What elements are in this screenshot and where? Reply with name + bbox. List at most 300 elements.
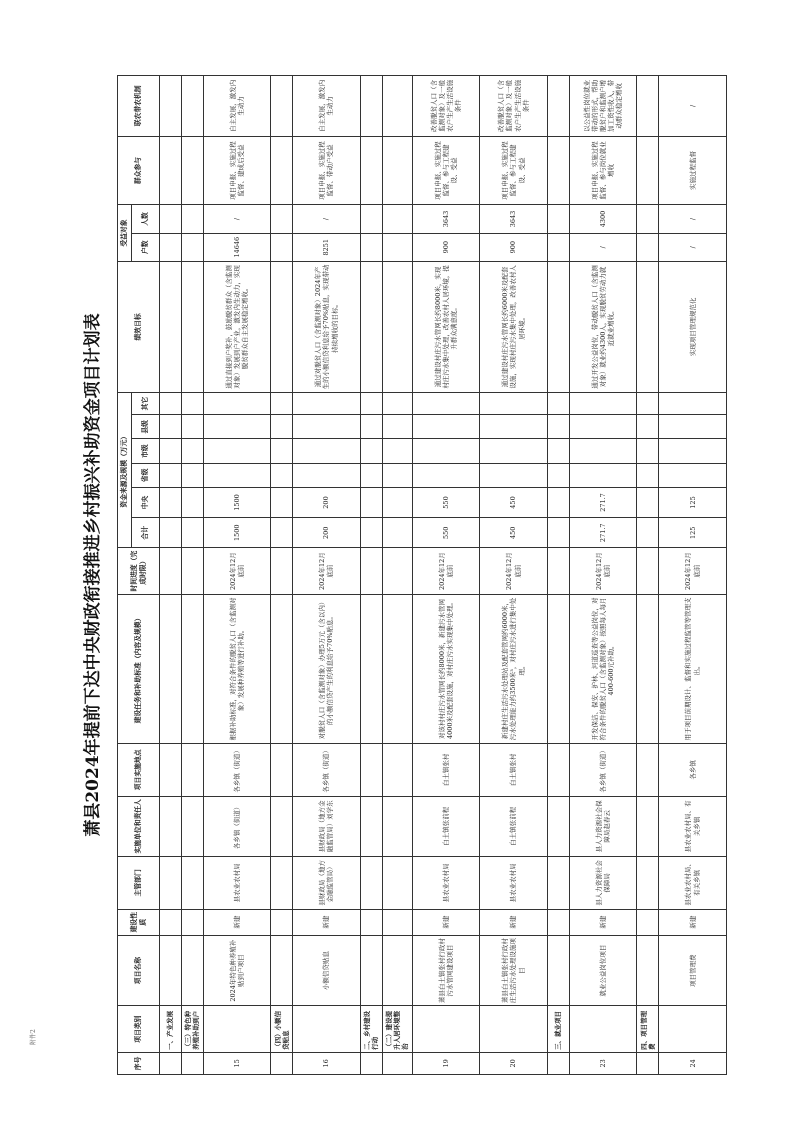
empty-cell	[181, 487, 203, 517]
cell-total: 125	[659, 518, 727, 548]
empty-cell	[637, 205, 659, 233]
cell-category	[203, 1006, 271, 1052]
cell-name: 2024年特色种养殖补贴到户项目	[203, 935, 271, 1006]
header-category: 项目类别	[118, 1006, 160, 1052]
empty-cell	[181, 796, 203, 857]
category-row	[271, 76, 293, 1075]
cell-total: 200	[293, 518, 361, 548]
cell-content: 开发保洁、保安、护林、河道巡查等公益岗位，对符合条件的脱贫人口（含监测对象）按照每人每月400-600元补助。	[569, 594, 637, 743]
category-label: （二）建设提升人居环境整治	[382, 1006, 412, 1052]
empty-cell	[637, 415, 659, 439]
category-seq-cell	[382, 1052, 412, 1074]
empty-cell	[271, 594, 293, 743]
cell-central: 1500	[203, 487, 271, 517]
cell-mechanism: 自主发展，激发内生动力	[293, 76, 361, 137]
category-row	[637, 76, 659, 1075]
empty-cell	[271, 76, 293, 137]
cell-nature: 新建	[293, 909, 361, 935]
cell-schedule: 2024年12月底前	[412, 548, 480, 594]
empty-cell	[382, 487, 412, 517]
cell-city	[659, 439, 727, 463]
empty-cell	[637, 136, 659, 205]
empty-cell	[160, 594, 182, 743]
empty-cell	[181, 392, 203, 414]
empty-cell	[547, 548, 569, 594]
empty-cell	[181, 136, 203, 205]
header-content: 建设任务和补助标准（内容及规模）	[118, 594, 160, 743]
cell-province	[480, 463, 548, 487]
empty-cell	[271, 233, 293, 261]
attachment-label: 附件2	[30, 1029, 37, 1045]
empty-cell	[181, 233, 203, 261]
cell-mechanism: 以公益性岗位就业带动的形式，帮助脱贫户和监测户增加工资性收入，带动群众稳定增收	[569, 76, 637, 137]
cell-seq: 23	[569, 1052, 637, 1074]
cell-category	[480, 1006, 548, 1052]
cell-participation: 项目申报、实施过程监督、带动户受益	[293, 136, 361, 205]
empty-cell	[181, 518, 203, 548]
cell-other	[293, 392, 361, 414]
cell-nature: 新建	[569, 909, 637, 935]
cell-people: /	[659, 205, 727, 233]
empty-cell	[360, 518, 382, 548]
cell-central: 200	[293, 487, 361, 517]
cell-city	[203, 439, 271, 463]
cell-county	[480, 415, 548, 439]
empty-cell	[637, 594, 659, 743]
empty-cell	[271, 463, 293, 487]
empty-cell	[382, 594, 412, 743]
empty-cell	[637, 392, 659, 414]
empty-cell	[382, 744, 412, 796]
cell-people: 4300	[569, 205, 637, 233]
cell-content: 用于项目前期设计、监督和实施过程监管等管理支出。	[659, 594, 727, 743]
header-other: 其它	[132, 392, 160, 414]
empty-cell	[160, 548, 182, 594]
empty-cell	[382, 261, 412, 392]
empty-cell	[271, 487, 293, 517]
cell-households: /	[569, 233, 637, 261]
cell-mechanism: /	[659, 76, 727, 137]
cell-dept: 县农业农村局	[203, 857, 271, 909]
cell-dept: 县农业农村局	[480, 857, 548, 909]
empty-cell	[360, 136, 382, 205]
header-people: 人数	[132, 205, 160, 233]
cell-county	[659, 415, 727, 439]
table-row	[480, 76, 548, 1075]
empty-cell	[181, 205, 203, 233]
empty-cell	[160, 76, 182, 137]
header-nature: 建设性质	[118, 909, 160, 935]
cell-location: 各乡镇（街道）	[203, 744, 271, 796]
empty-cell	[160, 392, 182, 414]
empty-cell	[637, 233, 659, 261]
cell-content: 根据补助标准，对符合条件的脱贫人口（含监测对象）发展种养殖等进行补助。	[203, 594, 271, 743]
header-location: 项目实施地点	[118, 744, 160, 796]
cell-central: 125	[659, 487, 727, 517]
category-label: 三、就业项目	[547, 1006, 569, 1052]
cell-impl: 县人力资源社会保障局赵春云	[569, 796, 637, 857]
cell-province	[659, 463, 727, 487]
cell-other	[480, 392, 548, 414]
cell-seq: 15	[203, 1052, 271, 1074]
empty-cell	[637, 548, 659, 594]
cell-content: 新建村庄生活污水处理站及配套管网约6000米，污水处理能力约3500米³，对村庄污水进行集中处理。	[480, 594, 548, 743]
cell-province	[203, 463, 271, 487]
cell-name: 小额信贷贴息	[293, 935, 361, 1006]
cell-province	[569, 463, 637, 487]
header-schedule: 时间进度（完成时限）	[118, 548, 160, 594]
cell-location: 各乡镇（街道）	[293, 744, 361, 796]
header-mechanism: 联农带农机制	[118, 76, 160, 137]
category-seq-cell	[360, 1052, 382, 1074]
empty-cell	[547, 518, 569, 548]
empty-cell	[181, 439, 203, 463]
empty-cell	[547, 233, 569, 261]
empty-cell	[360, 415, 382, 439]
category-row	[547, 76, 569, 1075]
cell-seq: 24	[659, 1052, 727, 1074]
cell-goal: 通过建设村庄污水管网长约6000米及配套设施，实现村庄污水集中处理，改善农村人居环境。	[480, 261, 548, 392]
cell-central: 550	[412, 487, 480, 517]
cell-name: 萧县白土镇张村行政村污水管网建设项目	[412, 935, 480, 1006]
header-participation: 群众参与	[118, 136, 160, 205]
header-dept: 主管部门	[118, 857, 160, 909]
empty-cell	[360, 233, 382, 261]
empty-cell	[360, 439, 382, 463]
header-total: 合计	[132, 518, 160, 548]
empty-cell	[382, 439, 412, 463]
cell-participation: 项目申报、实施过程监督、参与工程建设、受益	[480, 136, 548, 205]
project-plan-table	[117, 75, 727, 1075]
rotated-table-area	[73, 75, 728, 1075]
cell-goal: 通过对脱贫人口（含监测对象）2024年产生的小额信贷利息给予70%贴息，实现带动持续增收的目标。	[293, 261, 361, 392]
empty-cell	[160, 136, 182, 205]
empty-cell	[637, 76, 659, 137]
empty-cell	[271, 796, 293, 857]
cell-category	[293, 1006, 361, 1052]
cell-households: /	[659, 233, 727, 261]
cell-impl: 县农业农村局、有关乡镇	[659, 796, 727, 857]
empty-cell	[160, 909, 182, 935]
header-impl: 实施单位和责任人	[118, 796, 160, 857]
empty-cell	[181, 261, 203, 392]
cell-dept: 县农业农村局	[412, 857, 480, 909]
header-households: 户数	[132, 233, 160, 261]
cell-schedule: 2024年12月底前	[480, 548, 548, 594]
empty-cell	[181, 744, 203, 796]
category-seq-cell	[547, 1052, 569, 1074]
empty-cell	[181, 857, 203, 909]
empty-cell	[382, 463, 412, 487]
cell-schedule: 2024年12月底前	[203, 548, 271, 594]
header-beneficiary: 受益对象	[118, 205, 132, 262]
empty-cell	[160, 487, 182, 517]
empty-cell	[382, 518, 412, 548]
empty-cell	[181, 463, 203, 487]
cell-location: 白土镇张村	[412, 744, 480, 796]
empty-cell	[547, 935, 569, 1006]
cell-county	[412, 415, 480, 439]
cell-total: 1500	[203, 518, 271, 548]
header-county: 县级	[132, 415, 160, 439]
document-title: 萧县2024年提前下达中央财政衔接推进乡村振兴补助资金项目计划表	[83, 313, 103, 837]
empty-cell	[382, 796, 412, 857]
empty-cell	[360, 261, 382, 392]
cell-central: 271.7	[569, 487, 637, 517]
cell-content: 对该村村庄污水管网长约8000米，新建污水管网4000米及配套设施，对村庄污水实现集中处理。	[412, 594, 480, 743]
empty-cell	[360, 744, 382, 796]
cell-seq: 19	[412, 1052, 480, 1074]
empty-cell	[360, 548, 382, 594]
category-row	[382, 76, 412, 1075]
empty-cell	[181, 415, 203, 439]
category-seq-cell	[181, 1052, 203, 1074]
empty-cell	[271, 935, 293, 1006]
cell-nature: 新建	[203, 909, 271, 935]
cell-county	[293, 415, 361, 439]
empty-cell	[160, 935, 182, 1006]
empty-cell	[360, 909, 382, 935]
cell-goal: 通过开发公益岗位，带动脱贫人口（含监测对象）就业约4300人，实现脱贫劳动力就近就业增收。	[569, 261, 637, 392]
cell-city	[412, 439, 480, 463]
header-goal: 绩效目标	[118, 261, 160, 392]
category-label: 二、乡村建设行动	[360, 1006, 382, 1052]
cell-impl: 白土镇张前程	[412, 796, 480, 857]
empty-cell	[382, 857, 412, 909]
empty-cell	[160, 415, 182, 439]
cell-nature: 新建	[659, 909, 727, 935]
cell-dept: 县财政局（地方金融监管局）	[293, 857, 361, 909]
empty-cell	[181, 909, 203, 935]
empty-cell	[637, 857, 659, 909]
cell-city	[480, 439, 548, 463]
empty-cell	[547, 796, 569, 857]
cell-other	[203, 392, 271, 414]
category-row	[181, 76, 203, 1075]
cell-dept: 县人力资源社会保障局	[569, 857, 637, 909]
cell-city	[293, 439, 361, 463]
cell-schedule: 2024年12月底前	[293, 548, 361, 594]
empty-cell	[382, 548, 412, 594]
cell-goal: 通过建设村庄污水管网长约8000米，实现村庄污水集中处理，改善农村人居环境，提升群众满意度。	[412, 261, 480, 392]
category-seq-cell	[271, 1052, 293, 1074]
empty-cell	[547, 136, 569, 205]
empty-cell	[160, 518, 182, 548]
header-seq: 序号	[118, 1052, 160, 1074]
empty-cell	[637, 796, 659, 857]
header-province: 省级	[132, 463, 160, 487]
cell-households: 900	[412, 233, 480, 261]
empty-cell	[637, 935, 659, 1006]
table-row	[569, 76, 637, 1075]
cell-content: 对脱贫人口（含监测对象）办理5万元（含以内）的小额信贷产生的利息给予70%贴息。	[293, 594, 361, 743]
empty-cell	[637, 744, 659, 796]
cell-province	[293, 463, 361, 487]
cell-other	[569, 392, 637, 414]
empty-cell	[181, 76, 203, 137]
cell-people: 3643	[412, 205, 480, 233]
cell-name: 项目管理费	[659, 935, 727, 1006]
cell-location: 各乡镇	[659, 744, 727, 796]
empty-cell	[160, 439, 182, 463]
category-row	[160, 76, 182, 1075]
empty-cell	[160, 261, 182, 392]
table-row	[203, 76, 271, 1075]
category-label: 一、产业发展	[160, 1006, 182, 1052]
empty-cell	[382, 233, 412, 261]
header-fund-group: 资金来源及规模（万元）	[118, 392, 132, 547]
empty-cell	[360, 796, 382, 857]
empty-cell	[160, 744, 182, 796]
empty-cell	[547, 415, 569, 439]
empty-cell	[637, 909, 659, 935]
empty-cell	[382, 136, 412, 205]
cell-county	[569, 415, 637, 439]
cell-schedule: 2024年12月底前	[659, 548, 727, 594]
cell-dept: 县农业农村局、有关乡镇	[659, 857, 727, 909]
category-label: （四）小额信贷贴息	[271, 1006, 293, 1052]
empty-cell	[547, 744, 569, 796]
cell-nature: 新建	[412, 909, 480, 935]
empty-cell	[160, 857, 182, 909]
empty-cell	[382, 909, 412, 935]
empty-cell	[181, 935, 203, 1006]
cell-location: 白土镇张村	[480, 744, 548, 796]
empty-cell	[271, 415, 293, 439]
empty-cell	[360, 205, 382, 233]
cell-households: 900	[480, 233, 548, 261]
cell-people: /	[203, 205, 271, 233]
empty-cell	[547, 205, 569, 233]
cell-mechanism: 自主发展，激发内生动力	[203, 76, 271, 137]
empty-cell	[271, 392, 293, 414]
cell-name: 萧县白土镇张村行政村庄生活污水处理设施项目	[480, 935, 548, 1006]
empty-cell	[382, 935, 412, 1006]
empty-cell	[547, 594, 569, 743]
empty-cell	[271, 439, 293, 463]
cell-total: 450	[480, 518, 548, 548]
table-row	[293, 76, 361, 1075]
empty-cell	[382, 415, 412, 439]
cell-people: 3643	[480, 205, 548, 233]
cell-participation: 实施过程监督	[659, 136, 727, 205]
cell-other	[659, 392, 727, 414]
cell-total: 550	[412, 518, 480, 548]
cell-impl: 各乡镇（街道）	[203, 796, 271, 857]
empty-cell	[160, 233, 182, 261]
category-label: 四、项目管理费	[637, 1006, 659, 1052]
cell-category	[412, 1006, 480, 1052]
cell-county	[203, 415, 271, 439]
cell-category	[569, 1006, 637, 1052]
cell-participation: 项目申报、实施过程监督、参与工程建设、受益	[412, 136, 480, 205]
empty-cell	[547, 487, 569, 517]
empty-cell	[637, 463, 659, 487]
empty-cell	[271, 909, 293, 935]
cell-impl: 县财政局（地方金融监管局）刘学东	[293, 796, 361, 857]
empty-cell	[382, 205, 412, 233]
empty-cell	[637, 439, 659, 463]
category-seq-cell	[160, 1052, 182, 1074]
cell-schedule: 2024年12月底前	[569, 548, 637, 594]
cell-seq: 16	[293, 1052, 361, 1074]
empty-cell	[547, 909, 569, 935]
empty-cell	[360, 76, 382, 137]
empty-cell	[637, 261, 659, 392]
header-city: 市级	[132, 439, 160, 463]
cell-households: 14646	[203, 233, 271, 261]
empty-cell	[547, 392, 569, 414]
empty-cell	[382, 76, 412, 137]
empty-cell	[271, 136, 293, 205]
cell-province	[412, 463, 480, 487]
empty-cell	[637, 487, 659, 517]
cell-impl: 白土镇张前程	[480, 796, 548, 857]
cell-location: 各乡镇（街道）	[569, 744, 637, 796]
empty-cell	[547, 439, 569, 463]
cell-city	[569, 439, 637, 463]
empty-cell	[637, 518, 659, 548]
cell-name: 就业公益岗位项目	[569, 935, 637, 1006]
cell-central: 450	[480, 487, 548, 517]
cell-households: 8251	[293, 233, 361, 261]
empty-cell	[382, 392, 412, 414]
category-label: （三）特色种养殖补助到户	[181, 1006, 203, 1052]
empty-cell	[547, 857, 569, 909]
empty-cell	[360, 392, 382, 414]
empty-cell	[271, 261, 293, 392]
table-body	[160, 76, 727, 1075]
empty-cell	[271, 518, 293, 548]
cell-people: /	[293, 205, 361, 233]
empty-cell	[360, 857, 382, 909]
empty-cell	[360, 594, 382, 743]
empty-cell	[181, 548, 203, 594]
cell-participation: 项目申报、实施过程监督、参与岗位就业增收	[569, 136, 637, 205]
header-central: 中央	[132, 487, 160, 517]
empty-cell	[160, 205, 182, 233]
cell-goal: 通过直接到户奖补，鼓励脱贫群众（含监测对象）发展到户产业，激发内生动力，实现脱贫群众自主发展稳定增收。	[203, 261, 271, 392]
empty-cell	[271, 857, 293, 909]
empty-cell	[181, 594, 203, 743]
cell-other	[412, 392, 480, 414]
cell-seq: 20	[480, 1052, 548, 1074]
header-name: 项目名称	[118, 935, 160, 1006]
cell-total: 271.7	[569, 518, 637, 548]
empty-cell	[271, 548, 293, 594]
category-seq-cell	[637, 1052, 659, 1074]
cell-mechanism: 改善脱贫人口（含监测对象）及一般农户生产生活设施条件	[412, 76, 480, 137]
cell-goal: 实现项目管理规范化	[659, 261, 727, 392]
empty-cell	[547, 261, 569, 392]
empty-cell	[160, 796, 182, 857]
empty-cell	[360, 463, 382, 487]
empty-cell	[547, 463, 569, 487]
cell-category	[659, 1006, 727, 1052]
category-row	[360, 76, 382, 1075]
table-row	[659, 76, 727, 1075]
empty-cell	[271, 744, 293, 796]
cell-participation: 项目申报、实施过程监督、建成后受益	[203, 136, 271, 205]
table-row	[412, 76, 480, 1075]
cell-nature: 新建	[480, 909, 548, 935]
empty-cell	[271, 205, 293, 233]
cell-mechanism: 改善脱贫人口（含监测对象）及一般农户生产生活设施条件	[480, 76, 548, 137]
empty-cell	[547, 76, 569, 137]
empty-cell	[160, 463, 182, 487]
empty-cell	[360, 487, 382, 517]
table-header	[118, 76, 160, 1075]
